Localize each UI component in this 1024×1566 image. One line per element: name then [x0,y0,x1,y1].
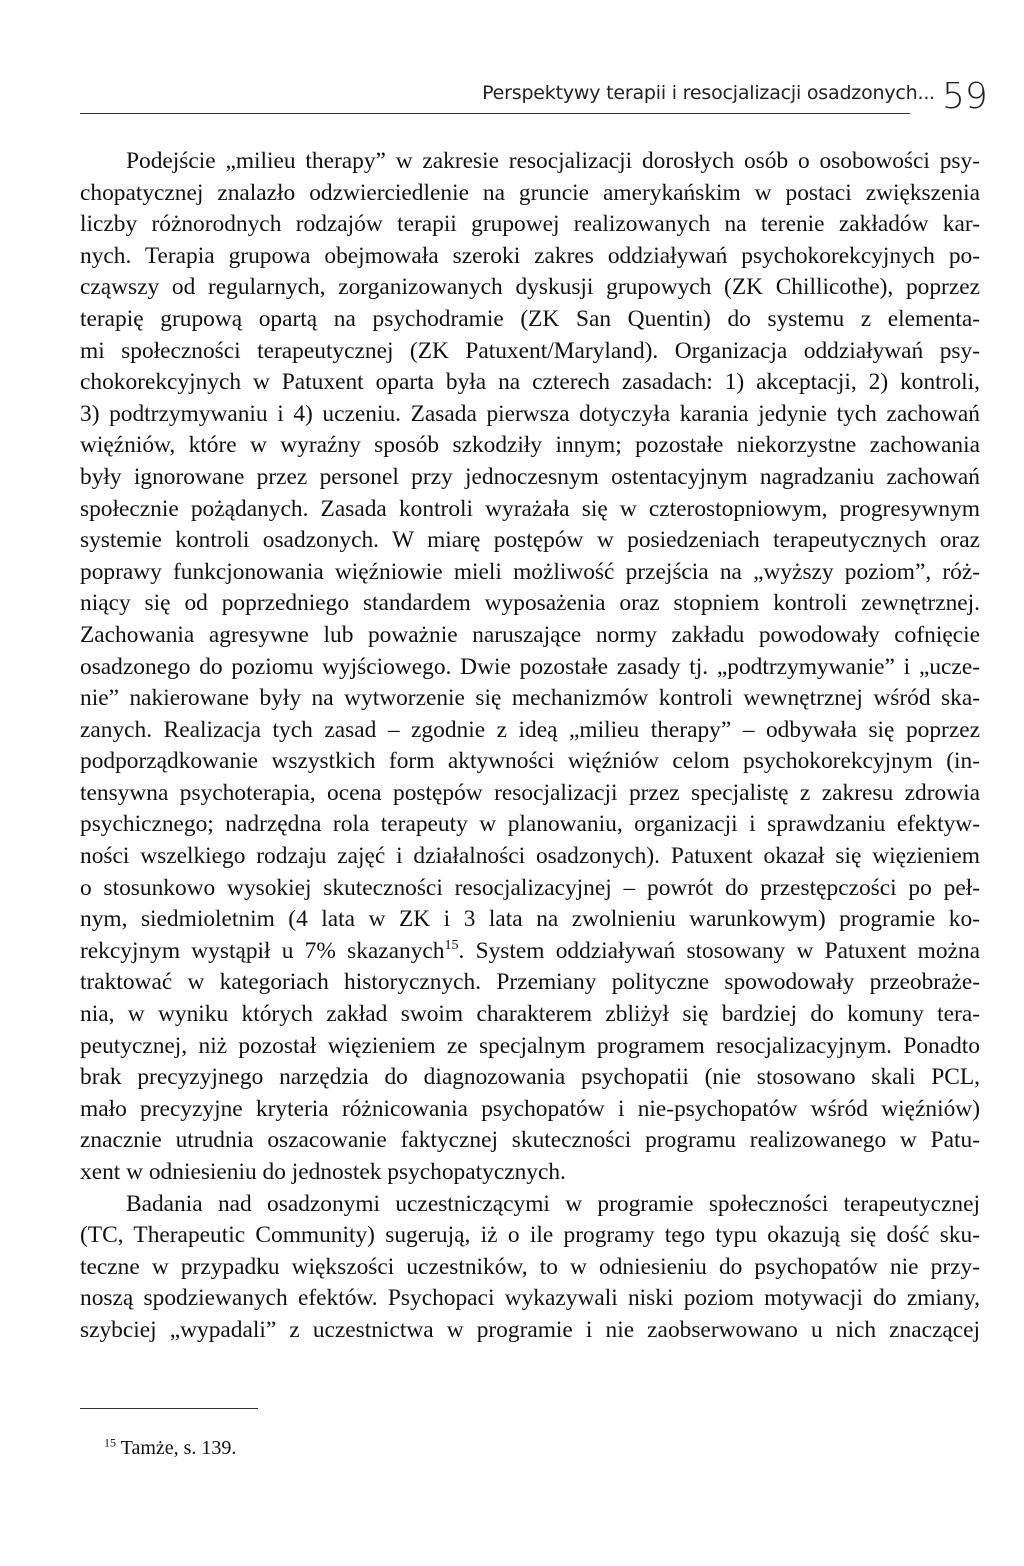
text-line: nym, siedmioletnim (4 lata w ZK i 3 lata na zwolnieniu warunkowym) programie ko- [80,906,980,933]
text-line: poprawy funkcjonowania więźniowie mieli możliwość przejścia na „wyższy poziom”, róż- [80,558,980,585]
text-line: terapię grupową opartą na psychodramie (ZK San Quentin) do systemu z elementa- [80,305,980,332]
text-line: zanych. Realizacja tych zasad – zgodnie z ideą „milieu therapy” – odbywała się poprzez [80,716,980,743]
text-line: traktować w kategoriach historycznych. Przemiany polityczne spowodowały przeobraże- [80,969,980,996]
text-line: mi społeczności terapeutycznej (ZK Patuxent/Maryland). Organizacja oddziaływań psy- [80,337,980,364]
line-segment: rekcyjnym wystąpił u 7% skazanych [80,937,445,964]
text-line: cząwszy od regularnych, zorganizowanych dyskusji grupowych (ZK Chillicothe), poprzez [80,274,980,301]
text-line: psychicznego; nadrzędna rola terapeuty w planowaniu, organizacji i sprawdzaniu efektyw- [80,811,980,838]
text-line: nia, w wyniku których zakład swoim charakterem zbliżył się bardziej do komuny tera- [80,1001,980,1028]
running-head: Perspektywy terapii i resocjalizacji osadzonych... [482,82,935,104]
paragraph [80,146,980,1189]
text-line: noszą spodziewanych efektów. Psychopaci wykazywali niski poziom motywacji do zmiany, [80,1285,980,1312]
text-line: więźniów, które w wyraźny sposób szkodziły innym; pozostałe niekorzystne zachowania [80,432,980,459]
page-number: 59 [942,76,988,117]
text-line: xent w odniesieniu do jednostek psychopatycznych. [80,1159,566,1185]
text-line: teczne w przypadku większości uczestników, to w odniesieniu do psychopatów nie przy- [80,1253,980,1280]
text-line: społecznie pożądanych. Zasada kontroli wyrażała się w czterostopniowym, progresywnym [80,495,980,522]
footnote [104,1437,236,1460]
footnote-rule [80,1408,258,1409]
text-line [80,936,980,968]
text-line: osadzonego do poziomu wyjściowego. Dwie pozostałe zasady tj. „podtrzymywanie” i „ucze- [80,653,980,680]
text-line: chopatycznej znalazło odzwierciedlenie na gruncie amerykańskim w postaci zwiększenia [80,179,980,206]
text-line: o stosunkowo wysokiej skuteczności resocjalizacyjnej – powrót do przestępczości po peł- [80,874,980,901]
text-line: szybciej „wypadali” z uczestnictwa w programie i nie zaobserwowano u nich znaczącej [80,1316,980,1343]
text-line: Podejście „milieu therapy” w zakresie resocjalizacji dorosłych osób o osobowości psy- [126,148,980,174]
text-line: systemie kontroli osadzonych. W miarę postępów w posiedzeniach terapeutycznych oraz [80,527,980,554]
body-text [80,146,980,1347]
text-line: niący się od poprzedniego standardem wyposażenia oraz stopniem kontroli zewnętrznej. [80,590,980,617]
text-line: nie” nakierowane były na wytworzenie się mechanizmów kontroli wewnętrznej wśród ska- [80,685,980,712]
footnote-reference[interactable]: 15 [444,938,459,954]
text-line: brak precyzyjnego narzędzia do diagnozowania psychopatii (nie stosowano skali PCL, [80,1064,980,1091]
text-line: znacznie utrudnia oszacowanie faktycznej skuteczności programu realizowanego w Patu- [80,1127,980,1154]
text-line: Badania nad osadzonymi uczestniczącymi w programie społeczności terapeutycznej [126,1190,980,1217]
text-line: były ignorowane przez personel przy jednoczesnym ostentacyjnym nagradzaniu zachowań [80,463,980,490]
text-line: ności wszelkiego rodzaju zajęć i działalności osadzonych). Patuxent okazał się więzieniem [80,843,980,870]
paragraph [80,1189,980,1347]
text-line: peutycznej, niż pozostał więzieniem ze specjalnym programem resocjalizacyjnym. Ponadto [80,1032,980,1059]
text-line: 3) podtrzymywaniu i 4) uczeniu. Zasada pierwsza dotyczyła karania jedynie tych zachowań [80,400,980,427]
text-line: mało precyzyjne kryteria różnicowania psychopatów i nie-psychopatów wśród więźniów) [80,1095,980,1122]
header-rule [80,113,910,114]
text-line: tensywna psychoterapia, ocena postępów resocjalizacji przez specjalistę z zakresu zdrowia [80,779,980,806]
line-segment: . System oddziaływań stosowany w Patuxent można [458,937,981,964]
text-line: nych. Terapia grupowa obejmowała szeroki zakres oddziaływań psychokorekcyjnych po- [80,242,980,269]
text-line: podporządkowanie wszystkich form aktywności więźniów celom psychokorekcyjnym (in- [80,748,980,775]
text-line: liczby różnorodnych rodzajów terapii grupowej realizowanych na terenie zakładów kar- [80,211,980,238]
text-line: Zachowania agresywne lub poważnie naruszające normy zakładu powodowały cofnięcie [80,621,980,648]
text-line: (TC, Therapeutic Community) sugerują, iż o ile programy tego typu okazują się dość sku- [80,1222,980,1249]
footnote-text: Tamże, s. 139. [120,1437,237,1459]
text-line: chokorekcyjnych w Patuxent oparta była na czterech zasadach: 1) akceptacji, 2) kontroli, [80,369,980,396]
footnote-number: 15 [104,1435,116,1450]
